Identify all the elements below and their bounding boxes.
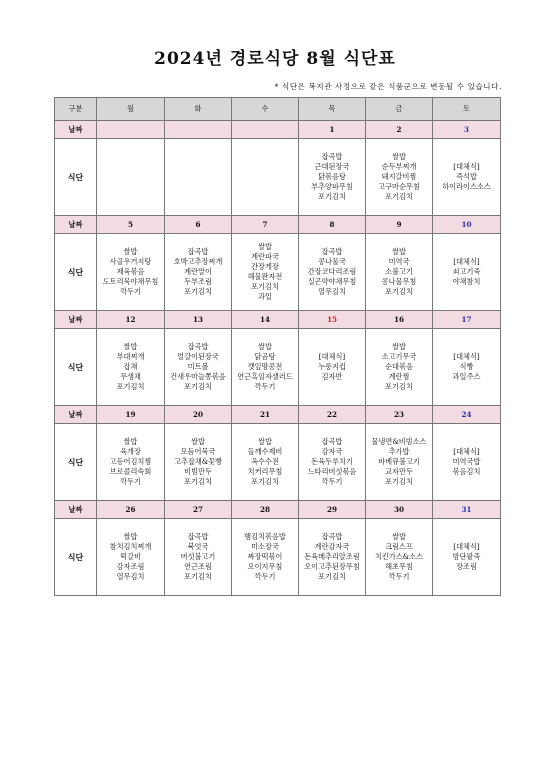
header-cell: 화 [165, 98, 232, 121]
menu-item: 깍두기 [120, 477, 141, 486]
date-cell: 7 [232, 216, 299, 234]
date-cell: 14 [232, 311, 299, 329]
menu-item: 포기김치 [184, 382, 212, 391]
header-cell: 토 [433, 98, 501, 121]
menu-item: 바베큐불고기 [378, 457, 420, 466]
menu-item: 쇠고기죽 [452, 267, 481, 276]
menu-cell [299, 329, 366, 406]
date-cell: 5 [97, 216, 165, 234]
menu-body [55, 121, 501, 596]
menu-cell [433, 139, 501, 216]
menu-item: 부대찌개 [116, 352, 145, 361]
menu-item: 감자국 [321, 447, 343, 456]
menu-item: 볶음김치 [452, 467, 481, 476]
date-cell: 26 [97, 501, 165, 519]
date-cell: 1 [299, 121, 366, 139]
menu-item: 계란파국 [251, 252, 279, 261]
menu-label: 식단 [55, 139, 97, 216]
menu-label: 식단 [55, 424, 97, 501]
menu-item: 고구마순무침 [378, 182, 420, 191]
menu-item: 얼갈이된장국 [177, 352, 219, 361]
menu-item: 참치김치찌개 [109, 542, 152, 551]
menu-item: 쌀밥 [123, 437, 138, 446]
menu-item: 제육볶음 [116, 267, 145, 276]
menu-item: 해물완자전 [247, 272, 283, 281]
date-cell: 24 [433, 406, 501, 424]
menu-item: 쌀밥 [123, 247, 138, 256]
menu-item: 북엇국 [187, 542, 209, 551]
menu-item: 건새우마늘쫑볶음 [170, 372, 226, 381]
menu-item: 콩나물무침 [381, 277, 417, 286]
menu-item: 소고기무국 [381, 352, 417, 361]
menu-item: 식빵 [459, 362, 474, 371]
date-cell: 15 [299, 311, 366, 329]
date-cell: 23 [366, 406, 433, 424]
menu-change-note: * 식단은 복지관 사정으로 같은 식품군으로 변동될 수 있습니다. [274, 82, 502, 91]
date-cell [232, 121, 299, 139]
date-cell: 29 [299, 501, 366, 519]
menu-row [55, 329, 501, 406]
menu-item: 쌀밥 [392, 152, 406, 161]
menu-item: 쌀밥 [258, 437, 272, 446]
menu-item: [대체식] [453, 162, 480, 171]
menu-cell [366, 424, 433, 501]
date-row [55, 406, 501, 424]
menu-item: [대체식] [453, 257, 480, 266]
menu-item: 육개장 [120, 447, 141, 456]
menu-item: 닭볶음탕 [318, 172, 346, 181]
page-title: 2024년 경로식당 8월 식단표 [154, 49, 396, 69]
menu-item: 쌀밥 [258, 342, 272, 351]
menu-item: 쌀밥 [123, 532, 138, 541]
menu-item: 잡곡밥 [187, 532, 209, 541]
menu-item: 포기김치 [385, 287, 413, 296]
date-row [55, 121, 501, 139]
header-cell: 구분 [55, 98, 97, 121]
menu-item: 연근조림 [184, 562, 212, 571]
menu-item: 닭곰탕 [254, 352, 276, 361]
menu-item: 도토리묵야채무침 [102, 277, 159, 286]
date-cell: 28 [232, 501, 299, 519]
menu-item: 부추양파무침 [311, 182, 353, 191]
menu-item: 돈육메추리알조림 [304, 552, 360, 561]
menu-item: 포기김치 [116, 382, 145, 391]
menu-cell [433, 234, 501, 311]
menu-item: 떡갈비 [120, 552, 141, 561]
menu-item: 느타리버섯볶음 [307, 467, 357, 476]
date-label: 날짜 [55, 216, 97, 234]
menu-item: 옥수수전 [251, 457, 279, 466]
menu-item: 쌀밥 [191, 437, 205, 446]
menu-item: 포기김치 [251, 282, 279, 291]
menu-item: 돈육두루치기 [311, 457, 353, 466]
header-row [55, 98, 501, 121]
date-label: 날짜 [55, 121, 97, 139]
menu-item: 깍두기 [321, 477, 343, 486]
menu-item: 밤단팥죽 [452, 552, 481, 561]
menu-item: 근대된장국 [314, 162, 350, 171]
menu-item: 연근흑임자샐러드 [237, 372, 293, 381]
menu-table [54, 97, 501, 596]
menu-item: 잡곡밥 [321, 152, 343, 161]
menu-cell [433, 329, 501, 406]
menu-item: 잡채 [123, 362, 138, 371]
date-row [55, 311, 501, 329]
menu-item: 포기김치 [184, 572, 212, 581]
menu-item: 해초무침 [385, 562, 413, 571]
date-cell: 27 [165, 501, 232, 519]
menu-item: 포기김치 [184, 287, 212, 296]
menu-item: 포기김치 [184, 477, 212, 486]
menu-item: 계란감자국 [314, 542, 350, 551]
menu-label: 식단 [55, 519, 97, 596]
menu-item: 미역국 [388, 257, 410, 266]
menu-cell [366, 329, 433, 406]
date-cell: 21 [232, 406, 299, 424]
menu-item: 잡곡밥 [187, 247, 209, 256]
menu-item: 미역국밥 [452, 457, 481, 466]
menu-item: 잡곡밥 [321, 247, 343, 256]
menu-item: 순대볶음 [385, 362, 413, 371]
menu-cell [232, 329, 299, 406]
date-cell: 10 [433, 216, 501, 234]
date-cell: 3 [433, 121, 501, 139]
menu-item: 잡곡밥 [321, 532, 343, 541]
date-cell: 31 [433, 501, 501, 519]
menu-item: 햄김치볶음밥 [244, 532, 286, 541]
date-cell: 17 [433, 311, 501, 329]
menu-item: 감자조림 [116, 562, 145, 571]
menu-cell [97, 139, 165, 216]
header-cell: 수 [232, 98, 299, 121]
date-cell: 22 [299, 406, 366, 424]
menu-item: 계란말이 [184, 267, 212, 276]
menu-row [55, 139, 501, 216]
menu-item: 돼지갈비찜 [381, 172, 417, 181]
menu-item: 깍두기 [254, 382, 276, 391]
menu-item: 간장코다리조림 [307, 267, 357, 276]
date-cell: 6 [165, 216, 232, 234]
menu-item: 김자반 [321, 372, 343, 381]
menu-item: 치커리무침 [247, 467, 283, 476]
menu-cell [232, 519, 299, 596]
menu-cell [366, 519, 433, 596]
menu-item: 소불고기 [385, 267, 413, 276]
menu-item: 두부조림 [184, 277, 212, 286]
menu-item: [대체식] [453, 447, 480, 456]
menu-item: 포기김치 [318, 192, 346, 201]
menu-cell [165, 519, 232, 596]
menu-item: 깻잎땅콩전 [247, 362, 283, 371]
menu-item: 하이라이스소스 [442, 182, 491, 191]
date-cell [165, 121, 232, 139]
menu-item: 모듬어묵국 [180, 447, 216, 456]
menu-cell [232, 424, 299, 501]
menu-cell [366, 139, 433, 216]
header-cell: 목 [299, 98, 366, 121]
date-cell [97, 121, 165, 139]
date-cell: 20 [165, 406, 232, 424]
menu-item: 잡곡밥 [187, 342, 209, 351]
menu-row [55, 519, 501, 596]
menu-cell [97, 329, 165, 406]
menu-item: [대체식] [453, 542, 480, 551]
menu-item: 쌀밥 [392, 247, 406, 256]
menu-item: 크림스프 [385, 542, 413, 551]
menu-row [55, 234, 501, 311]
menu-label: 식단 [55, 329, 97, 406]
menu-item: 쌀밥 [258, 242, 272, 251]
menu-item: 실곤약야채무침 [307, 277, 357, 286]
menu-item: 순두부찌개 [381, 162, 417, 171]
menu-item: 미소장국 [251, 542, 279, 551]
header-cell: 월 [97, 98, 165, 121]
menu-item: 쌀밥 [123, 342, 138, 351]
menu-cell [97, 424, 165, 501]
menu-item: 호박고추장찌개 [173, 257, 223, 266]
date-row [55, 216, 501, 234]
menu-item: 추가밥 [388, 447, 410, 456]
menu-cell [299, 234, 366, 311]
menu-item: 쌀밥 [392, 342, 406, 351]
menu-item: 버섯불고기 [180, 552, 216, 561]
menu-item: 교자만두 [385, 467, 413, 476]
menu-item: 깍두기 [120, 287, 141, 296]
menu-item: 간장게장 [251, 262, 279, 271]
date-label: 날짜 [55, 501, 97, 519]
menu-item: 콩나물국 [318, 257, 346, 266]
menu-item: 깍두기 [388, 572, 410, 581]
menu-item: 야채참치 [452, 277, 481, 286]
menu-item: 열무김치 [318, 287, 346, 296]
menu-item: 무생채 [120, 372, 141, 381]
menu-item: 물냉면&비빔소스 [371, 437, 427, 446]
menu-item: 미트볼 [187, 362, 209, 371]
menu-item: 고등어김치찜 [109, 457, 152, 466]
menu-cell [232, 234, 299, 311]
menu-item: 깍두기 [254, 572, 276, 581]
menu-item: 비빔만두 [184, 467, 212, 476]
menu-cell [232, 139, 299, 216]
menu-item: 쌀밥 [392, 532, 406, 541]
menu-item: 즉석밥 [456, 172, 477, 181]
date-cell: 2 [366, 121, 433, 139]
menu-item: 오이지무침 [247, 562, 283, 571]
menu-cell [165, 424, 232, 501]
menu-item: 장조림 [456, 562, 477, 571]
date-cell: 16 [366, 311, 433, 329]
menu-item: [대체식] [318, 352, 346, 361]
date-row [55, 501, 501, 519]
menu-item: 잡곡밥 [321, 437, 343, 446]
menu-item: 오이고추된장무침 [304, 562, 360, 571]
menu-item: [대체식] [453, 352, 480, 361]
date-cell: 13 [165, 311, 232, 329]
menu-cell [433, 519, 501, 596]
menu-item: 고추잡채&꽃빵 [173, 457, 223, 466]
date-label: 날짜 [55, 406, 97, 424]
menu-item: 브로콜리숙회 [109, 467, 152, 476]
menu-item: 누룽지컵 [318, 362, 346, 371]
menu-item: 포기김치 [385, 477, 413, 486]
menu-row [55, 424, 501, 501]
menu-item: 포기김치 [385, 382, 413, 391]
menu-cell [165, 139, 232, 216]
menu-cell [97, 519, 165, 596]
menu-cell [165, 329, 232, 406]
menu-item: 과일 [258, 292, 272, 301]
header-cell: 금 [366, 98, 433, 121]
menu-cell [433, 424, 501, 501]
menu-item: 과일주스 [452, 372, 481, 381]
date-cell: 12 [97, 311, 165, 329]
menu-item: 짜장떡볶이 [247, 552, 283, 561]
menu-item: 포기김치 [251, 477, 279, 486]
menu-item: 열무김치 [116, 572, 145, 581]
date-label: 날짜 [55, 311, 97, 329]
menu-item: 계란찜 [388, 372, 410, 381]
menu-cell [97, 234, 165, 311]
menu-item: 포기김치 [385, 192, 413, 201]
menu-cell [165, 234, 232, 311]
menu-item: 치킨가스&소스 [374, 552, 424, 561]
date-cell: 19 [97, 406, 165, 424]
menu-item: 들깨수제비 [247, 447, 283, 456]
menu-item: 사골우거지탕 [109, 257, 152, 266]
menu-cell [299, 424, 366, 501]
menu-cell [366, 234, 433, 311]
menu-label: 식단 [55, 234, 97, 311]
menu-cell [299, 519, 366, 596]
date-cell: 9 [366, 216, 433, 234]
menu-cell [299, 139, 366, 216]
menu-item: 포기김치 [318, 572, 346, 581]
date-cell: 8 [299, 216, 366, 234]
date-cell: 30 [366, 501, 433, 519]
